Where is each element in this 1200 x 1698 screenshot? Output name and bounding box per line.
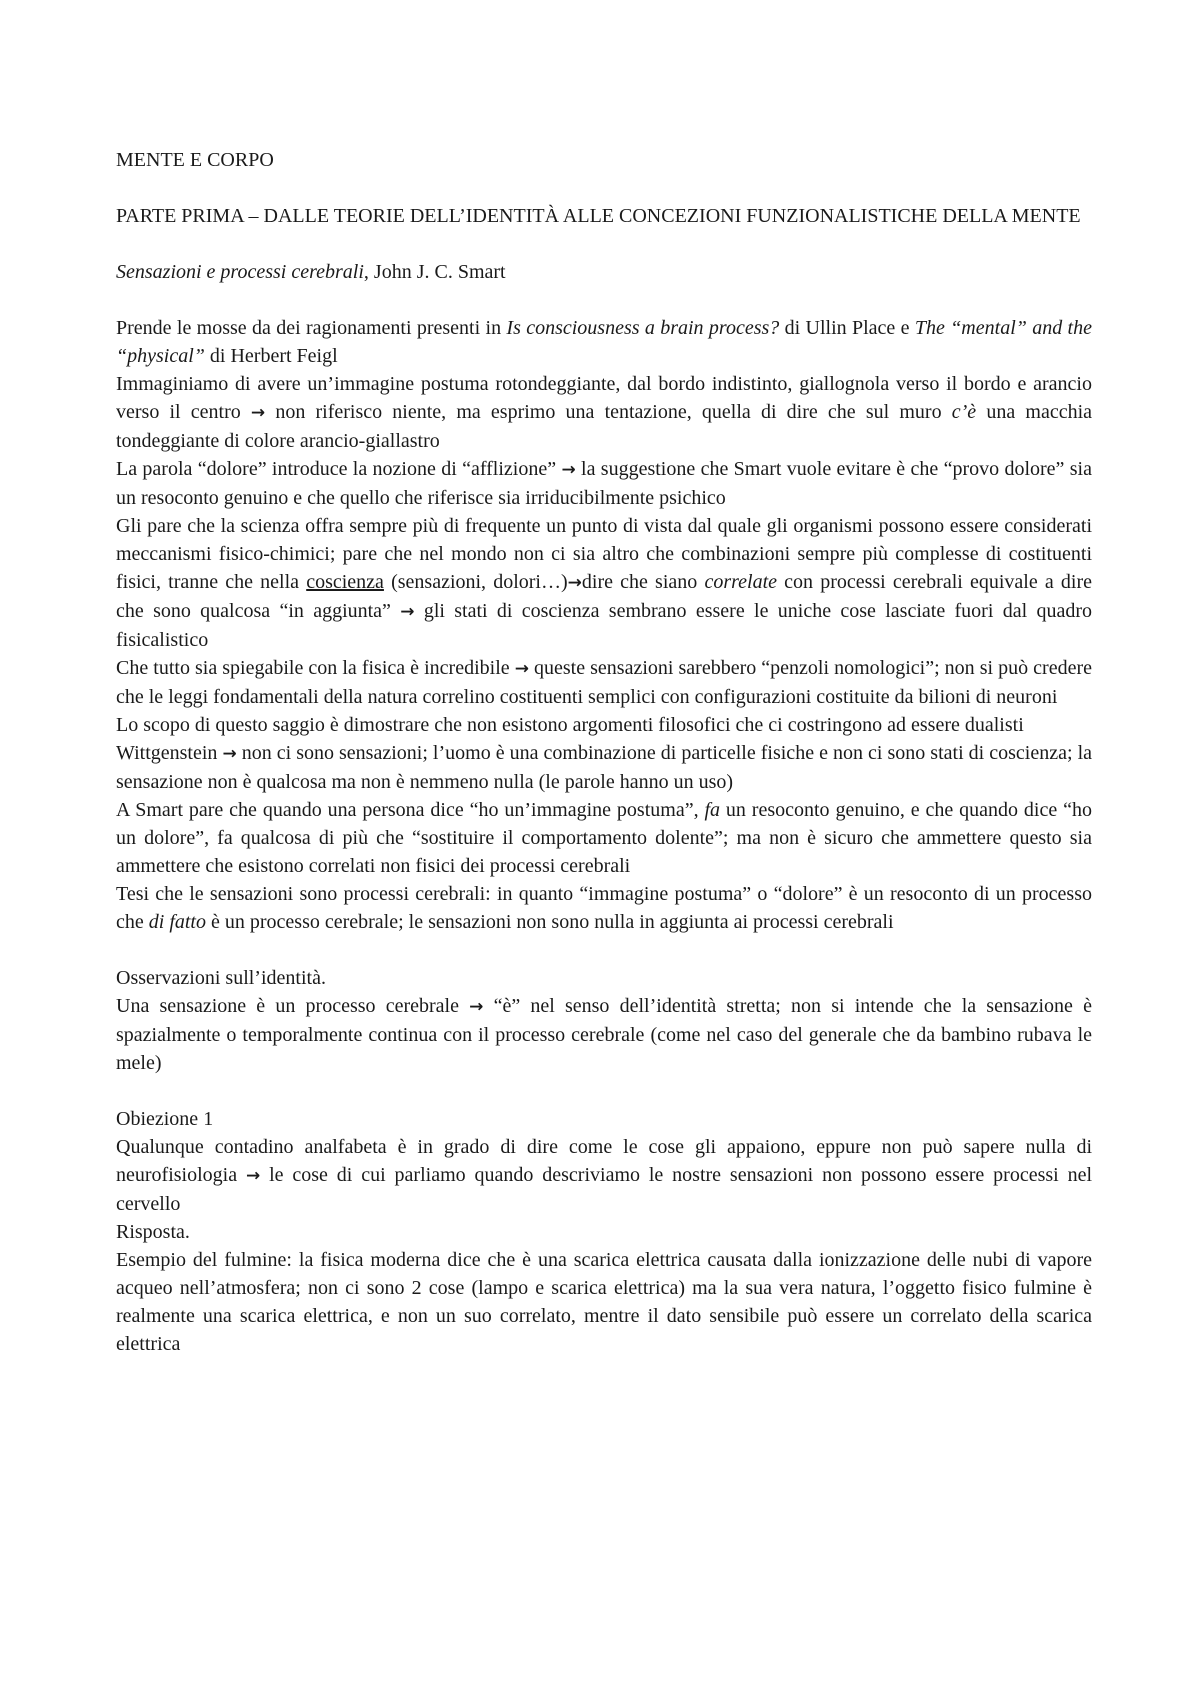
essay-heading — [116, 258, 1092, 286]
document-title: MENTE E CORPO — [116, 149, 274, 171]
essay-title: Sensazioni e processi cerebrali — [116, 261, 364, 283]
work-title-feigl: The “mental” and the “physical” — [116, 317, 1092, 367]
arrow-icon: → — [222, 744, 237, 764]
spacer — [116, 230, 1092, 258]
paragraph-6: Lo scopo di questo saggio è dimostrare che non esistono argomenti filosofici che ci costringono ad essere dualisti — [116, 714, 1024, 736]
paragraph-12: Esempio del fulmine: la fisica moderna dice che è una scarica elettrica causata dalla ionizzazione delle nubi di vapore acqueo nell’atmosfera; non ci sono 2 cose (lampo e scarica elettrica) ma la sua vera natura, l’oggetto fisico fulmine è realmente una scarica elettrica, e non un suo correlato, mentre il dato sensibile può essere un correlato della scarica elettrica — [116, 1249, 1092, 1355]
arrow-icon: → — [245, 1166, 261, 1186]
paragraph-3: La parola “dolore” introduce la nozione di “afflizione” → la suggestione che Smart vuole evitare è che “provo dolore” sia un resoconto genuino e che quello che riferisce sia irriducibilmente psichico — [116, 458, 1092, 509]
spacer — [116, 936, 1092, 964]
section-heading-identity: Osservazioni sull’identità. — [116, 967, 326, 989]
part-heading: PARTE PRIMA – DALLE TEORIE DELL’IDENTITÀ ALLE CONCEZIONI FUNZIONALISTICHE DELLA MENTE — [116, 205, 1081, 227]
arrow-icon: → — [250, 403, 266, 423]
paragraph-7: Wittgenstein → non ci sono sensazioni; l’uomo è una combinazione di particelle fisiche e non ci sono stati di coscienza; la sensazione non è qualcosa ma non è nemmeno nulla (le parole hanno un uso) — [116, 742, 1092, 793]
arrow-icon: → — [514, 659, 529, 679]
spacer — [116, 286, 1092, 314]
paragraph-8: A Smart pare che quando una persona dice “ho un’immagine postuma”, fa un resoconto genuino, e che quando dice “ho un dolore”, fa qualcosa di più che “sostituire il comportamento dolente”; ma non è sicuro che ammettere questo sia ammettere che esistono correlati non fisici dei processi cerebrali — [116, 799, 1092, 877]
paragraph-2: Immaginiamo di avere un’immagine postuma rotondeggiante, dal bordo indistinto, giallognola verso il bordo e arancio verso il centro → non riferisco niente, ma esprimo una tentazione, quella di dire che sul muro c’è una macchia tondeggiante di colore arancio-giallastro — [116, 373, 1093, 452]
paragraph-4: Gli pare che la scienza offra sempre più di frequente un punto di vista dal quale gli organismi possono essere considerati meccanismi fisico-chimici; pare che nel mondo non ci sia altro che combinazioni sempre più complesse di costituenti fisici, tranne che nella coscienza (sensazioni, dolori…)→dire che siano correlate con processi cerebrali equivale a dire che sono qualcosa “in aggiunta” → gli stati di coscienza sembrano essere le uniche cose lasciate fuori dal quadro fisicalistico — [116, 515, 1092, 651]
arrow-icon: → — [400, 602, 415, 622]
paragraph-5: Che tutto sia spiegabile con la fisica è incredibile → queste sensazioni sarebbero “penzoli nomologici”; non si può credere che le leggi fondamentali della natura correlino costituenti semplici con configurazioni costituite da bilioni di neuroni — [116, 657, 1093, 708]
arrow-icon: → — [567, 573, 582, 593]
spacer — [116, 1077, 1092, 1105]
work-title-place: Is consciousness a brain process? — [506, 317, 780, 339]
paragraph-1: Prende le mosse da dei ragionamenti presenti in Is consciousness a brain process? di Ullin Place e The “mental” and the “physical” di Herbert Feigl — [116, 317, 1092, 367]
arrow-icon: → — [469, 997, 484, 1017]
spacer — [116, 174, 1092, 202]
section-heading-objection-1: Obiezione 1 — [116, 1108, 214, 1130]
document-page — [116, 146, 1092, 1358]
arrow-icon: → — [561, 460, 576, 480]
paragraph-10: Una sensazione è un processo cerebrale → “è” nel senso dell’identità stretta; non si intende che la sensazione è spazialmente o temporalmente continua con il processo cerebrale (come nel caso del generale che da bambino rubava le mele) — [116, 995, 1092, 1074]
paragraph-11: Qualunque contadino analfabeta è in grado di dire come le cose gli appaiono, eppure non può sapere nulla di neurofisiologia → le cose di cui parliamo quando descriviamo le nostre sensazioni non possono essere processi nel cervello — [116, 1136, 1092, 1215]
underlined-term: coscienza — [306, 571, 384, 593]
response-label: Risposta. — [116, 1221, 190, 1243]
paragraph-9: Tesi che le sensazioni sono processi cerebrali: in quanto “immagine postuma” o “dolore” è un resoconto di un processo che di fatto è un processo cerebrale; le sensazioni non sono nulla in aggiunta ai processi cerebrali — [116, 883, 1092, 933]
essay-author: , John J. C. Smart — [363, 261, 506, 283]
